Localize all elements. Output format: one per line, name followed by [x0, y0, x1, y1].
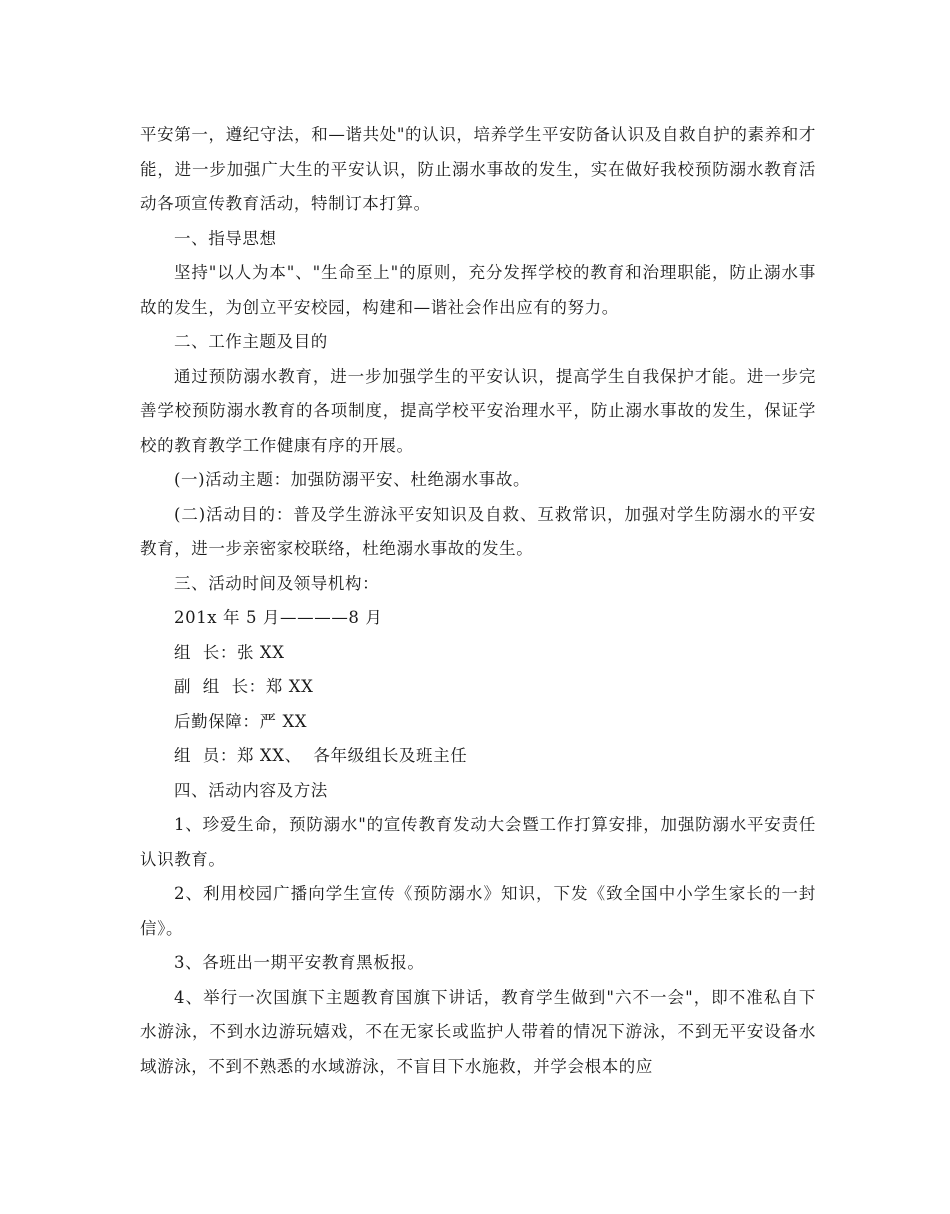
- list-item-3: 3、各班出一期平安教育黑板报。: [174, 953, 425, 972]
- paragraph-guiding-thought: 坚持"以人为本"、"生命至上"的原则，充分发挥学校的教育和治理职能，防止溺水事故的发生，为创立平安校园，构建和—谐社会作出应有的努力。: [140, 263, 816, 317]
- leader-line: 组 长：张 XX: [174, 642, 285, 662]
- heading-guiding-thought: 一、指导思想: [174, 228, 277, 248]
- activity-time: 201x 年 5 月————8 月: [174, 608, 383, 627]
- heading-time-leadership: 三、活动时间及领导机构：: [174, 573, 380, 593]
- logistics-line: 后勤保障：严 XX: [174, 711, 308, 731]
- deputy-leader-line: 副 组 长：郑 XX: [174, 677, 314, 696]
- paragraph-activity-theme: (一)活动主题：加强防溺平安、杜绝溺水事故。: [174, 470, 531, 489]
- members-line: 组 员：郑 XX、 各年级组长及班主任: [174, 746, 468, 765]
- document-body: [140, 118, 816, 1084]
- heading-theme-purpose: 二、工作主题及目的: [174, 332, 328, 351]
- paragraph-theme-purpose: 通过预防溺水教育，进一步加强学生的平安认识，提高学生自我保护才能。进一步完善学校预防溺水教育的各项制度，提高学校平安治理水平，防止溺水事故的发生，保证学校的教育教学工作健康有序的开展。: [140, 366, 816, 455]
- list-item-1: 1、珍爱生命，预防溺水"的宣传教育发动大会暨工作打算安排，加强防溺水平安责任认识教育。: [140, 815, 816, 869]
- heading-content-method: 四、活动内容及方法: [174, 780, 328, 800]
- list-item-4: 4、举行一次国旗下主题教育国旗下讲话，教育学生做到"六不一会"，即不准私自下水游泳，不到水边游玩嬉戏，不在无家长或监护人带着的情况下游泳，不到无平安设备水域游泳，不到不熟悉的水域游泳，不盲目下水施救，并学会根本的应: [140, 987, 816, 1076]
- paragraph-intro: 平安第一，遵纪守法，和—谐共处"的认识，培养学生平安防备认识及自救自护的素养和才能，进一步加强广大生的平安认识，防止溺水事故的发生，实在做好我校预防溺水教育活动各项宣传教育活动，特制订本打算。: [140, 125, 816, 213]
- paragraph-activity-purpose: (二)活动目的：普及学生游泳平安知识及自救、互救常识，加强对学生防溺水的平安教育，进一步亲密家校联络，杜绝溺水事故的发生。: [140, 504, 816, 558]
- list-item-2: 2、利用校园广播向学生宣传《预防溺水》知识，下发《致全国中小学生家长的一封信》。: [140, 884, 816, 938]
